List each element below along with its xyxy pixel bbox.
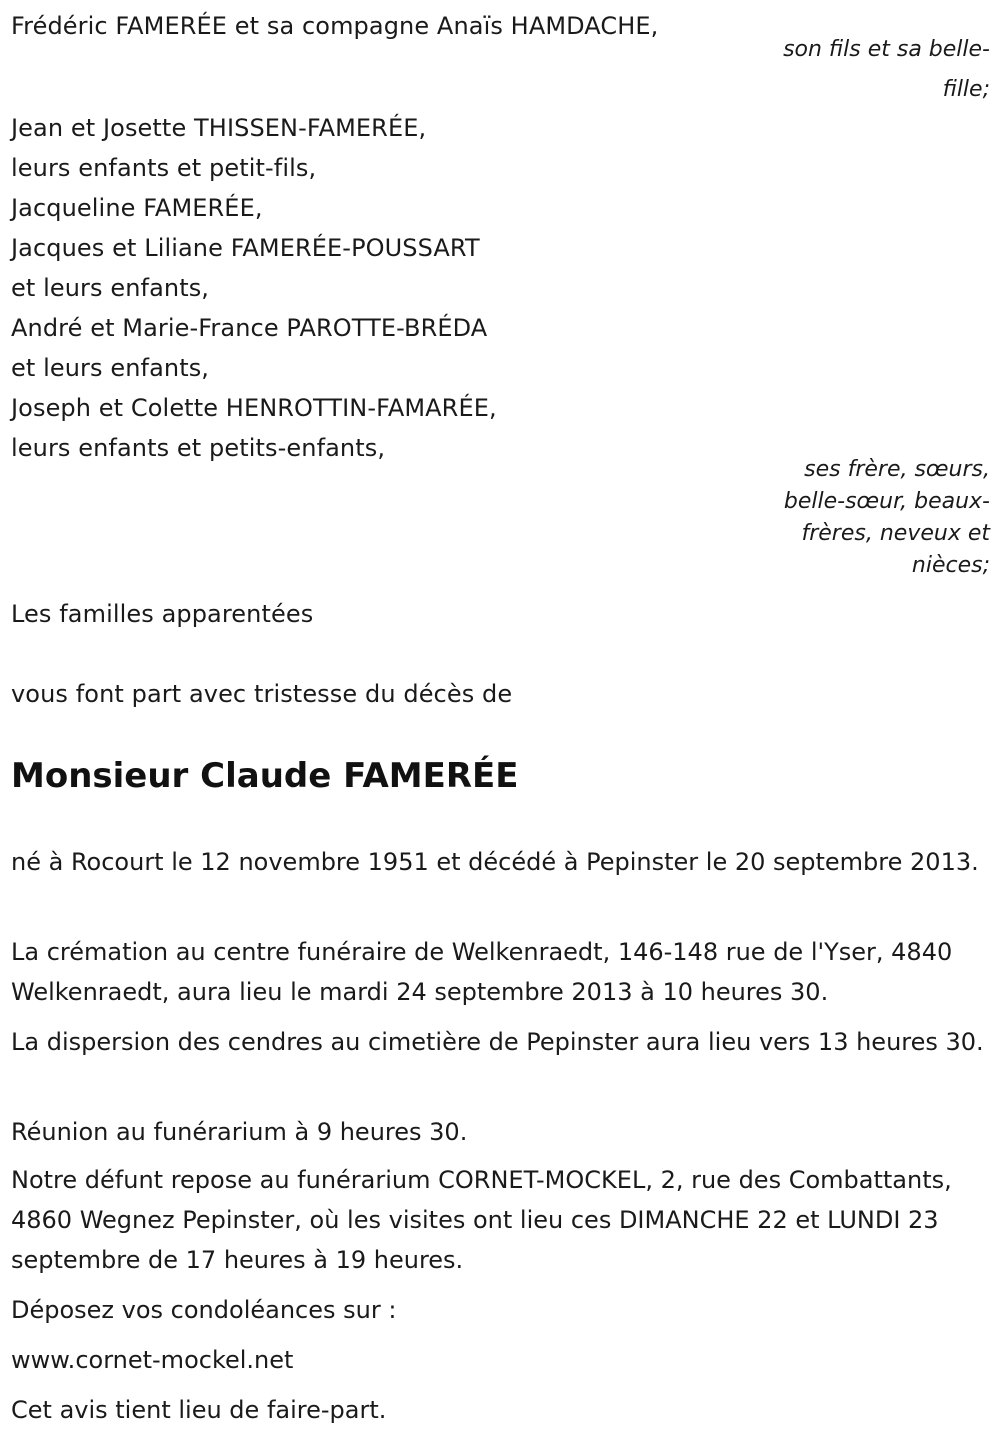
notice-footer: Cet avis tient lieu de faire-part. (11, 1396, 387, 1424)
deceased-name: Monsieur Claude FAMERÉE (11, 756, 519, 796)
meeting-info: Réunion au funérarium à 9 heures 30. (11, 1118, 468, 1146)
family-line: Jean et Josette THISSEN-FAMERÉE, (11, 114, 427, 142)
family-line: leurs enfants et petits-enfants, (11, 434, 386, 462)
family-line: et leurs enfants, (11, 354, 210, 382)
family-line: leurs enfants et petit-fils, (11, 154, 317, 182)
family-line: Jacques et Liliane FAMERÉE-POUSSART (11, 234, 480, 262)
visitation-info: Notre défunt repose au funérarium CORNET-MOCKEL, 2, rue des Combattants, 4860 Wegnez Pepinster, où les visites ont lieu ces DIMANCHE 22 et LUNDI 23 septembre de 17 heures à 19 heures. (11, 1166, 952, 1274)
related-families: Les familles apparentées (11, 600, 314, 628)
dispersion-info: La dispersion des cendres au cimetière de Pepinster aura lieu vers 13 heures 30. (11, 1028, 984, 1056)
family-line: Joseph et Colette HENROTTIN-FAMARÉE, (11, 394, 497, 422)
birth-death-info: né à Rocourt le 12 novembre 1951 et décédé à Pepinster le 20 septembre 2013. (11, 848, 979, 876)
condolences-url[interactable]: www.cornet-mockel.net (11, 1346, 294, 1374)
son-role: son fils et sa belle-fille; (783, 37, 990, 102)
announcement-text: vous font part avec tristesse du décès de (11, 680, 513, 708)
cremation-info: La crémation au centre funéraire de Welkenraedt, 146-148 rue de l'Yser, 4840 Welkenraedt, aura lieu le mardi 24 septembre 2013 à 10 heures 30. (11, 938, 953, 1006)
family-line: et leurs enfants, (11, 274, 210, 302)
family-line: André et Marie-France PAROTTE-BRÉDA (11, 314, 488, 342)
family-line: Jacqueline FAMERÉE, (11, 194, 263, 222)
condolences-label: Déposez vos condoléances sur : (11, 1296, 397, 1324)
son-line: Frédéric FAMERÉE et sa compagne Anaïs HAMDACHE, (11, 12, 659, 40)
family-role: ses frère, sœurs, belle-sœur, beaux-frères, neveux et nièces; (783, 457, 990, 578)
